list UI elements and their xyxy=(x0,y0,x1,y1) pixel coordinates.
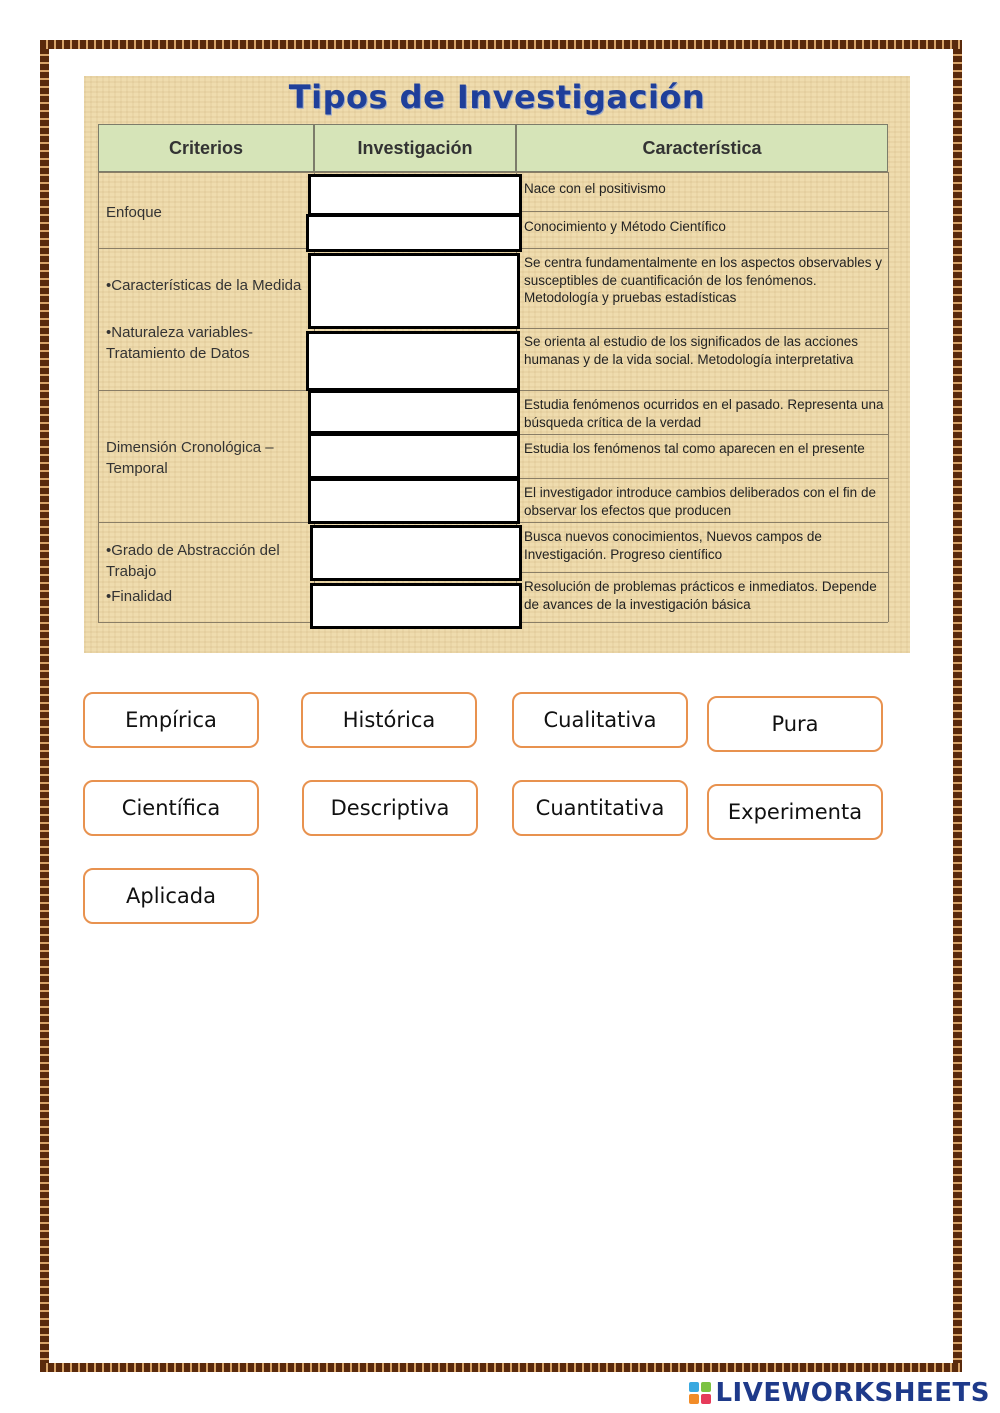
header-caracteristica: Característica xyxy=(516,124,888,172)
answer-option-cuantitativa[interactable]: Cuantitativa xyxy=(512,780,688,836)
liveworksheets-brand[interactable] xyxy=(689,1376,990,1410)
answer-option-pura[interactable]: Pura xyxy=(707,696,883,752)
answer-drop-box[interactable] xyxy=(308,390,520,434)
answer-drop-box[interactable] xyxy=(308,174,522,216)
characteristic-text: Estudia fenómenos ocurridos en el pasado. Representa una búsqueda crítica de la verdad xyxy=(524,397,884,430)
criterion-finalidad: •Finalidad xyxy=(106,588,173,605)
answer-drop-box[interactable] xyxy=(308,433,520,479)
characteristic-text: Se orienta al estudio de los significados de las acciones humanas y de la vida social. Metodología interpretativa xyxy=(524,334,858,367)
table-row-line xyxy=(98,172,888,173)
criterion-medida: •Características de la Medida xyxy=(106,277,302,294)
criterion-naturaleza: •Naturaleza variables- Tratamiento de Datos xyxy=(106,324,253,362)
liveworksheets-logo-icon xyxy=(689,1382,711,1404)
header-criterios: Criterios xyxy=(98,124,314,172)
characteristic-text: Estudia los fenómenos tal como aparecen en el presente xyxy=(524,441,865,456)
answer-option-descriptiva[interactable]: Descriptiva xyxy=(302,780,478,836)
characteristic-text: Nace con el positivismo xyxy=(524,181,666,196)
answer-drop-box[interactable] xyxy=(308,478,520,524)
criterion-enfoque: Enfoque xyxy=(106,204,162,221)
characteristic-text: Conocimiento y Método Científico xyxy=(524,219,726,234)
answer-option-aplicada[interactable]: Aplicada xyxy=(83,868,259,924)
characteristic-text: Se centra fundamentalmente en los aspectos observables y susceptibles de cuantificación de los fenómenos. Metodología y pruebas estadísticas xyxy=(524,255,882,305)
brand-name: LIVEWORKSHEETS xyxy=(715,1378,990,1408)
answer-drop-box[interactable] xyxy=(306,331,520,391)
table-divider xyxy=(98,172,99,622)
worksheet-title: Tipos de Investigación xyxy=(288,78,706,116)
characteristic-text: Resolución de problemas prácticos e inmediatos. Depende de avances de la investigación básica xyxy=(524,579,877,612)
criterion-cronologica: Dimensión Cronológica – Temporal xyxy=(106,439,274,477)
answer-option-historica[interactable]: Histórica xyxy=(301,692,477,748)
criterion-abstraccion: •Grado de Abstracción del Trabajo xyxy=(106,542,280,580)
answer-option-cientifica[interactable]: Científica xyxy=(83,780,259,836)
answer-drop-box[interactable] xyxy=(310,583,522,629)
characteristic-text: El investigador introduce cambios deliberados con el fin de observar los efectos que producen xyxy=(524,485,876,518)
answer-option-experimenta[interactable]: Experimenta xyxy=(707,784,883,840)
answer-drop-box[interactable] xyxy=(310,525,522,581)
answer-drop-box[interactable] xyxy=(308,253,520,329)
answer-drop-box[interactable] xyxy=(306,214,522,252)
answer-option-empirica[interactable]: Empírica xyxy=(83,692,259,748)
answer-option-cualitativa[interactable]: Cualitativa xyxy=(512,692,688,748)
characteristic-text: Busca nuevos conocimientos, Nuevos campos de Investigación. Progreso científico xyxy=(524,529,822,562)
header-investigacion: Investigación xyxy=(314,124,516,172)
